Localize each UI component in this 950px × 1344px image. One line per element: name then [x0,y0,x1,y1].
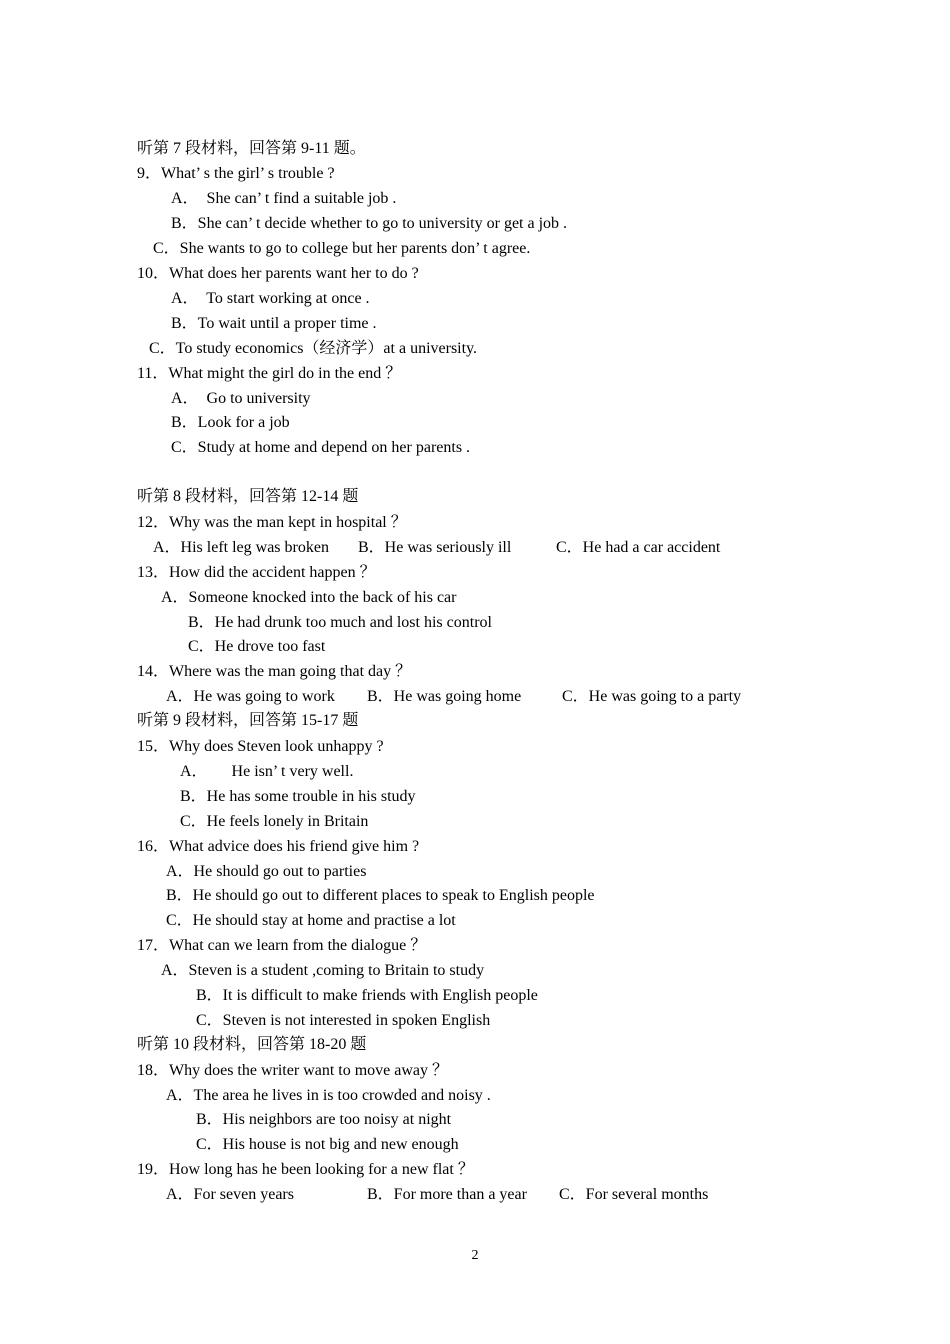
option-b: B．Look for a job [171,414,290,431]
option-c: C．To study economics（经济学）at a university. [149,340,478,357]
option-c: C．For several months [559,1186,709,1203]
option-c: C．His house is not big and new enough [196,1136,459,1153]
option-b: B．To wait until a proper time . [171,315,377,332]
section-heading: 听第 9 段材料，回答第 15-17 题 [137,712,359,729]
option-c: C．She wants to go to college but her parents don’ t agree. [153,240,531,257]
option-b: B．For more than a year [367,1186,527,1203]
question-stem: 12．Why was the man kept in hospital ？ [137,514,407,531]
section-heading: 听第 10 段材料，回答第 18-20 题 [137,1036,367,1053]
option-a: A． To start working at once . [171,290,370,307]
option-c: C．He was going to a party [562,688,742,705]
option-a: A． He isn’ t very well. [180,763,354,780]
option-a: A． Go to university [171,390,311,407]
option-b: B．He was seriously ill [358,539,512,556]
question-stem: 17．What can we learn from the dialogue ？ [137,937,427,954]
question-stem: 11．What might the girl do in the end ？ [137,365,402,382]
option-a: A．His left leg was broken [153,539,329,556]
option-a: A．The area he lives in is too crowded and noisy . [166,1087,491,1104]
question-stem: 18．Why does the writer want to move away ？ [137,1062,449,1079]
option-b: B．She can’ t decide whether to go to university or get a job . [171,215,568,232]
question-stem: 16．What advice does his friend give him ? [137,838,420,855]
question-stem: 14．Where was the man going that day ？ [137,663,412,680]
option-b: B．It is difficult to make friends with English people [196,987,538,1004]
question-stem: 9．What’ s the girl’ s trouble ? [137,165,335,182]
question-stem: 13．How did the accident happen ？ [137,564,376,581]
option-b: B．He has some trouble in his study [180,788,416,805]
option-b: B．He had drunk too much and lost his control [188,614,492,631]
question-stem: 10．What does her parents want her to do ? [137,265,419,282]
page-number: 2 [471,1248,479,1263]
option-a: A．For seven years [166,1186,294,1203]
option-a: A．Steven is a student ,coming to Britain to study [161,962,485,979]
section-heading: 听第 7 段材料，回答第 9-11 题。 [137,140,366,157]
option-b: B．He was going home [367,688,522,705]
option-b: B．He should go out to different places to speak to English people [166,887,595,904]
section-heading: 听第 8 段材料，回答第 12-14 题 [137,488,359,505]
option-a: A．He should go out to parties [166,863,367,880]
option-c: C．He should stay at home and practise a lot [166,912,456,929]
option-c: C．He had a car accident [556,539,721,556]
option-a: A． She can’ t find a suitable job . [171,190,397,207]
option-a: A．Someone knocked into the back of his car [161,589,457,606]
option-c: C．Steven is not interested in spoken English [196,1012,491,1029]
option-b: B．His neighbors are too noisy at night [196,1111,452,1128]
option-a: A．He was going to work [166,688,335,705]
question-stem: 19．How long has he been looking for a new flat ？ [137,1161,474,1178]
question-stem: 15．Why does Steven look unhappy ? [137,738,384,755]
option-c: C．Study at home and depend on her parents . [171,439,471,456]
option-c: C．He feels lonely in Britain [180,813,369,830]
option-c: C．He drove too fast [188,638,326,655]
